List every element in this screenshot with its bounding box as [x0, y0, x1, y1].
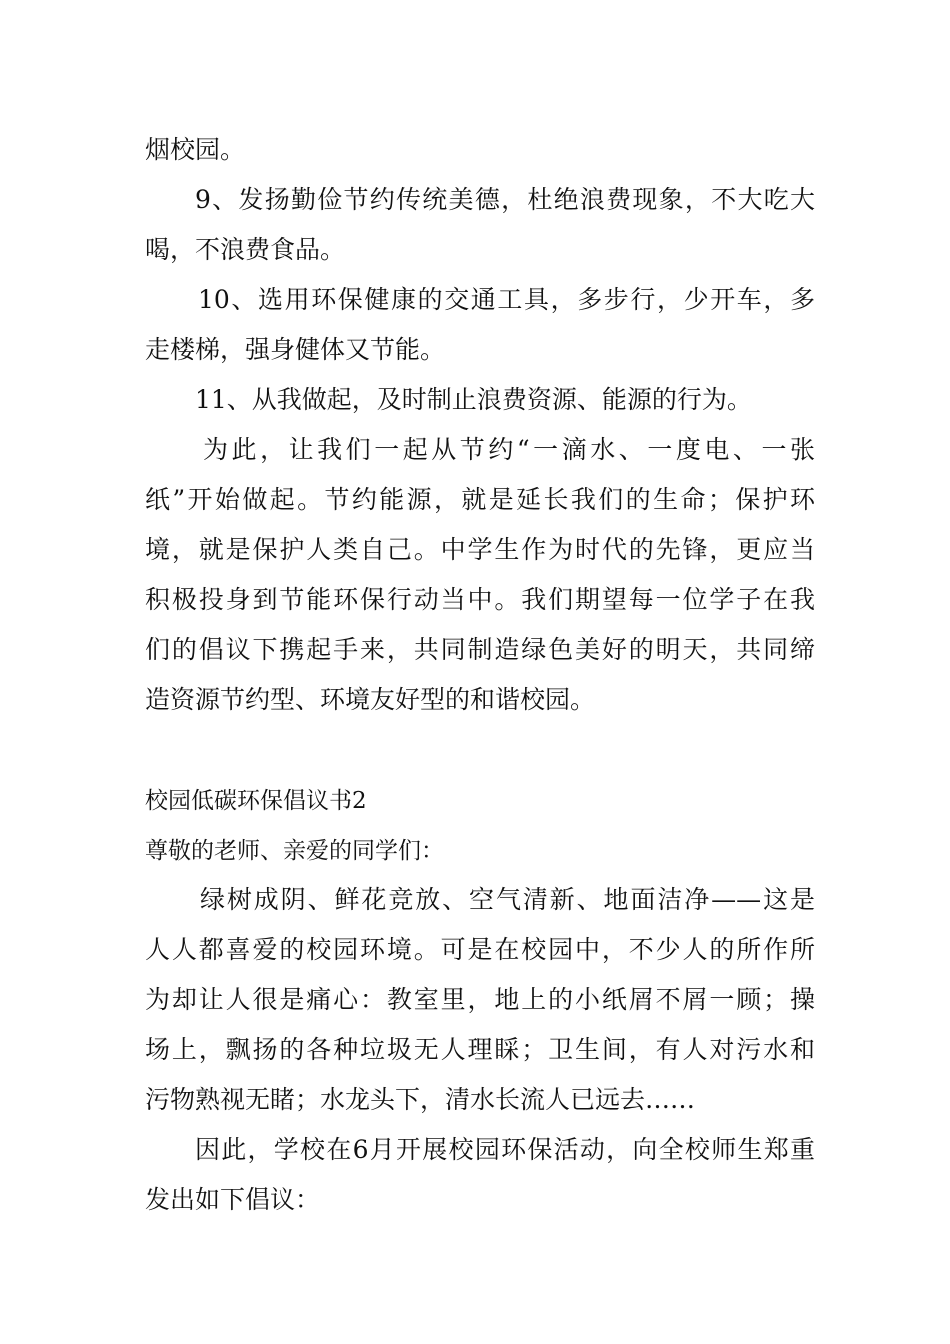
text-line-6: 11、从我做起，及时制止浪费资源、能源的行为。	[195, 385, 752, 414]
text-line-5: 走楼梯，强身健体又节能。	[145, 335, 446, 364]
text-line-21: 发出如下倡议：	[145, 1185, 321, 1214]
text-line-8: 纸”开始做起。节约能源，就是延长我们的生命；保护环	[145, 485, 815, 514]
text-line-18: 场上，飘扬的各种垃圾无人理睬；卫生间，有人对污水和	[145, 1035, 815, 1064]
text-line-2: 9、发扬勤俭节约传统美德，杜绝浪费现象，不大吃大	[195, 185, 815, 214]
text-line-7: 为此，让我们一起从节约“一滴水、一度电、一张	[203, 435, 815, 464]
text-line-1: 烟校园。	[145, 135, 246, 164]
text-line-19: 污物熟视无睹；水龙头下，清水长流人已远去……	[145, 1085, 696, 1114]
text-line-9: 境，就是保护人类自己。中学生作为时代的先锋，更应当	[145, 535, 815, 564]
text-line-3: 喝，不浪费食品。	[145, 235, 346, 264]
text-line-16: 人人都喜爱的校园环境。可是在校园中，不少人的所作所	[145, 935, 815, 964]
text-line-15: 绿树成阴、鲜花竞放、空气清新、地面洁净——这是	[200, 885, 815, 914]
text-line-4: 10、选用环保健康的交通工具，多步行，少开车，多	[198, 285, 815, 314]
text-line-11: 们的倡议下携起手来，共同制造绿色美好的明天，共同缔	[145, 635, 815, 664]
text-line-12: 造资源节约型、环境友好型的和谐校园。	[145, 685, 596, 714]
text-line-20: 因此，学校在6月开展校园环保活动，向全校师生郑重	[195, 1135, 815, 1164]
text-line-17: 为却让人很是痛心：教室里，地上的小纸屑不屑一顾；操	[145, 985, 815, 1014]
salutation: 尊敬的老师、亲爱的同学们：	[145, 838, 444, 864]
text-line-10: 积极投身到节能环保行动当中。我们期望每一位学子在我	[145, 585, 815, 614]
section-title: 校园低碳环保倡议书2	[145, 788, 367, 814]
